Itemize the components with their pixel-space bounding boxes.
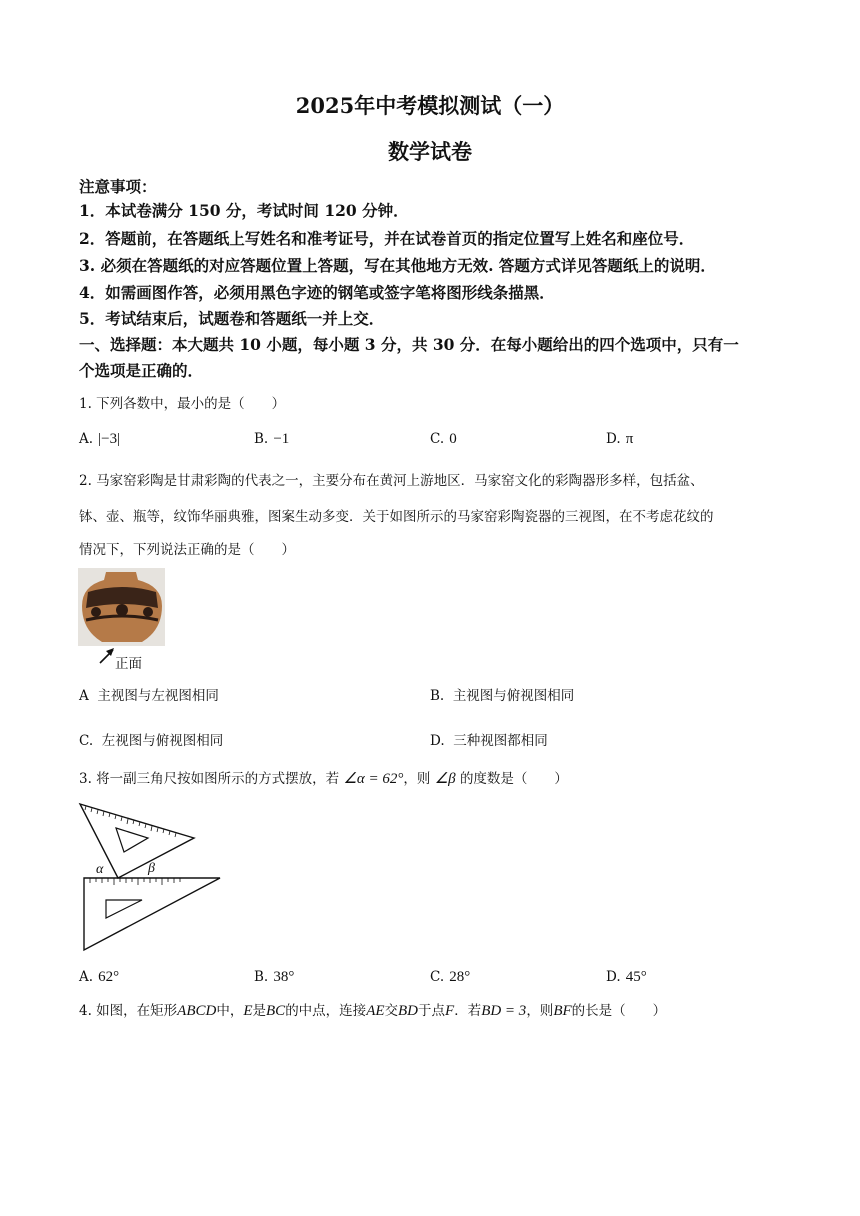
lower-ruler-ticks <box>90 878 180 885</box>
math-term: F <box>445 1003 455 1019</box>
option-value: 45° <box>625 969 647 985</box>
option-value: 62° <box>98 969 120 985</box>
option-label: A. <box>79 969 94 985</box>
option-text: 主视图与左视图相同 <box>97 688 219 704</box>
exam-subtitle: 数学试卷 <box>388 139 472 164</box>
notice-item: 2．答题前，在答题纸上写姓名和准考证号，并在试卷首页的指定位置写上姓名和座位号． <box>79 229 695 248</box>
section-heading-cont: 个选项是正确的． <box>79 361 204 380</box>
option-label: A <box>79 688 89 704</box>
stem-text: ．若 <box>454 1003 482 1019</box>
question-2-stem-cont: 情况下，下列说法正确的是（ ） <box>79 542 295 558</box>
question-3-stem <box>79 767 568 788</box>
stem-text: ，则 <box>526 1003 554 1019</box>
alpha-label: α <box>96 862 104 877</box>
option-label: D. <box>606 431 621 447</box>
stem-text: ，则 <box>403 771 431 787</box>
triangle-rulers-figure <box>76 800 226 956</box>
option-label: C. <box>79 733 94 749</box>
question-1-stem: 1. 下列各数中，最小的是（ ） <box>79 396 286 412</box>
stem-text: 3. 将一副三角尺按如图所示的方式摆放，若 <box>79 771 340 787</box>
notice-heading: 注意事项： <box>79 177 157 196</box>
question-2-stem: 2. 马家窑彩陶是甘肃彩陶的代表之一，主要分布在黄河上游地区．马家窑文化的彩陶器形多样，包括盆、 <box>79 473 704 489</box>
q2-option-c <box>79 729 223 749</box>
option-label: B. <box>254 969 269 985</box>
math-term: BC <box>266 1003 286 1019</box>
q1-option-a <box>79 428 120 448</box>
option-value: π <box>625 431 634 447</box>
option-label: D. <box>606 969 621 985</box>
exam-title: 2025年中考模拟测试（一） <box>295 93 565 118</box>
section-heading: 一、选择题：本大题共 10 小题，每小题 3 分，共 30 分．在每小题给出的四个选项中，只有一 <box>79 335 739 354</box>
pattern-circle <box>91 607 101 617</box>
option-text: 左视图与俯视图相同 <box>101 733 224 749</box>
option-value: 0 <box>449 431 457 447</box>
option-label: D. <box>430 733 445 749</box>
option-value: −1 <box>273 431 290 447</box>
stem-text: 于点 <box>418 1003 446 1019</box>
option-text: 主视图与俯视图相同 <box>452 688 575 704</box>
q2-option-b <box>430 684 574 704</box>
stem-text: 交 <box>384 1003 399 1019</box>
q2-option-d <box>430 729 548 749</box>
math-term: ABCD <box>177 1003 217 1019</box>
option-value: 28° <box>449 969 471 985</box>
notice-item: 5．考试结束后，试题卷和答题纸一并上交． <box>79 309 385 328</box>
q1-option-c <box>430 428 457 448</box>
math-term: BD <box>398 1003 419 1019</box>
beta-label: β <box>148 861 155 876</box>
q3-option-d <box>606 966 647 986</box>
option-label: A. <box>79 431 94 447</box>
notice-item: 1．本试卷满分 150 分，考试时间 120 分钟． <box>79 201 409 220</box>
math-term: BF <box>553 1003 572 1019</box>
option-label: C. <box>430 431 445 447</box>
q3-option-a <box>79 966 119 986</box>
stem-text: 的中点，连接 <box>285 1003 367 1019</box>
notice-item: 3. 必须在答题纸的对应答题位置上答题，写在其他地方无效. 答题方式详见答题纸上的说明． <box>79 256 716 275</box>
math-term: BD = 3 <box>481 1003 527 1019</box>
stem-text: 的度数是（ ） <box>459 771 568 787</box>
math-term: E <box>243 1003 253 1019</box>
question-2-stem-cont: 钵、壶、瓶等，纹饰华丽典雅，图案生动多变．关于如图所示的马家窑彩陶瓷器的三视图，在不考虑花纹的 <box>79 509 714 525</box>
stem-text: 的长是（ ） <box>571 1003 667 1019</box>
q1-option-d <box>606 428 633 448</box>
pattern-circle <box>143 607 153 617</box>
angle-beta-expr: ∠β <box>434 771 456 787</box>
stem-text: 4. 如图，在矩形 <box>79 1003 178 1019</box>
option-text: 三种视图都相同 <box>453 733 548 749</box>
stem-text: 中， <box>216 1003 244 1019</box>
stem-text: 是 <box>252 1003 267 1019</box>
figure-front-label: 正面 <box>115 656 142 672</box>
question-4-stem <box>79 999 666 1020</box>
upper-set-square-hole <box>116 828 148 852</box>
angle-alpha-expr: ∠α = 62° <box>343 771 404 787</box>
option-label: B. <box>254 431 269 447</box>
lower-set-square-hole <box>106 900 142 918</box>
q2-option-a <box>79 684 219 704</box>
option-value: |−3| <box>98 431 121 447</box>
q3-option-b <box>254 966 294 986</box>
option-value: 38° <box>273 969 295 985</box>
option-label: C. <box>430 969 445 985</box>
q3-option-c <box>430 966 470 986</box>
notice-item: 4．如需画图作答，必须用黑色字迹的钢笔或签字笔将图形线条描黑． <box>79 283 555 302</box>
option-label: B. <box>430 688 445 704</box>
math-term: AE <box>366 1003 385 1019</box>
pattern-circle <box>116 604 128 616</box>
lower-set-square <box>84 878 220 950</box>
q1-option-b <box>254 428 289 448</box>
